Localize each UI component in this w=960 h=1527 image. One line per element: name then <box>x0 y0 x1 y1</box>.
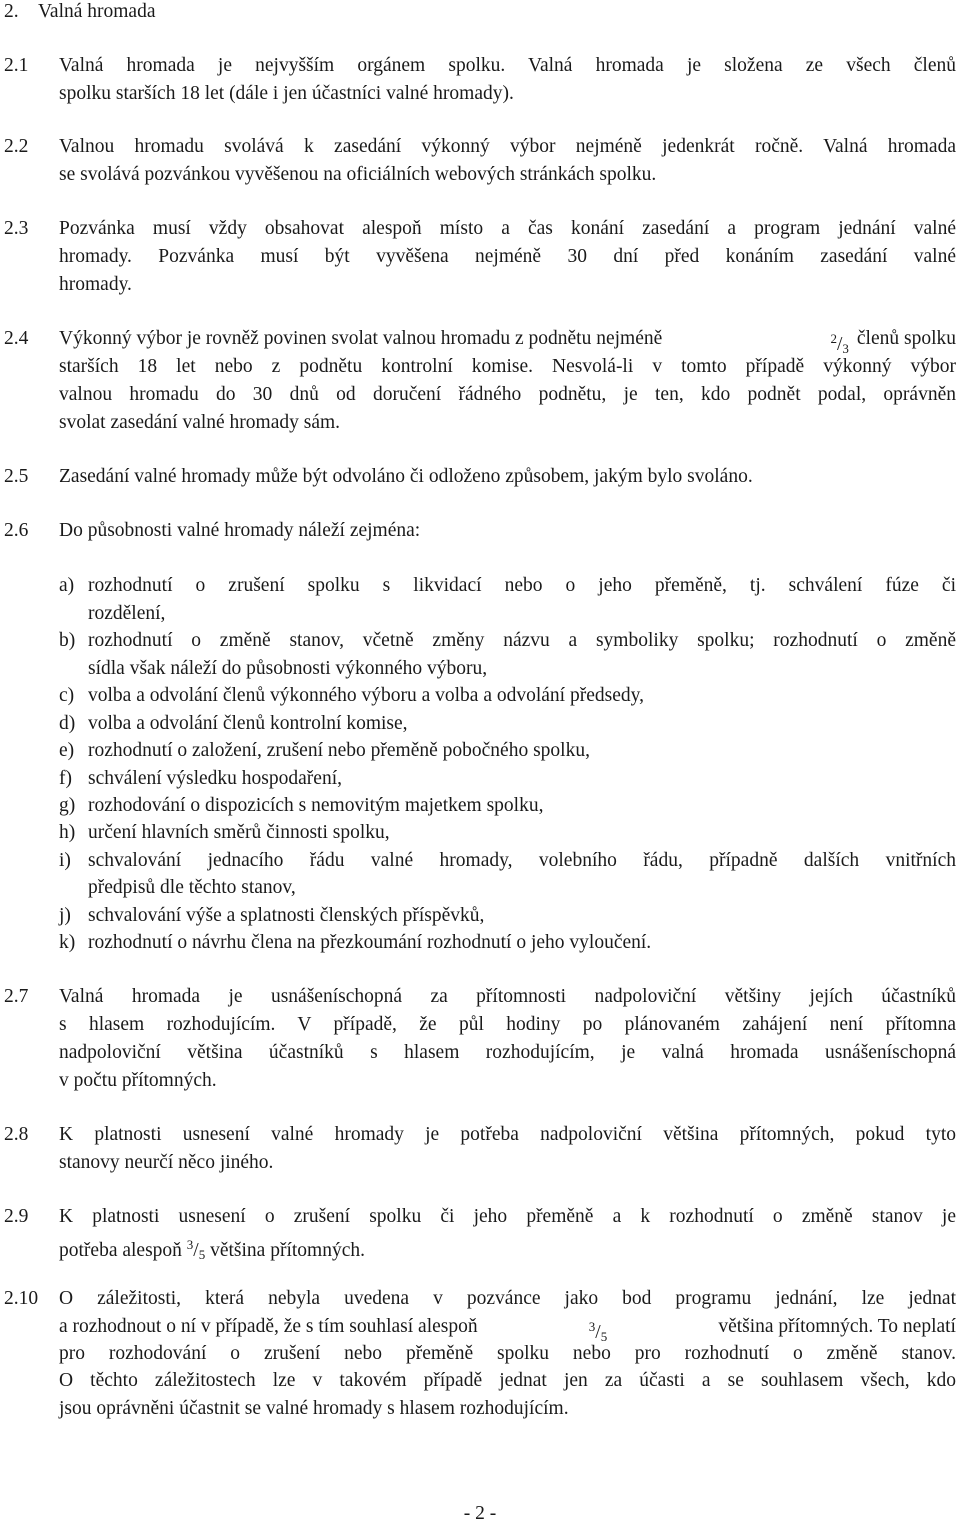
list-item-text: rozhodnutí o změně stanov, včetně změny názvu a symboliky spolku; rozhodnutí o změně <box>88 630 956 651</box>
page-number: - 2 - <box>463 1503 497 1524</box>
list-item-text: schvalování jednacího řádu valné hromady, volebního řádu, případně dalších vnitřních <box>88 850 956 871</box>
section-text-line: hromady. Pozvánka musí být vyvěšena nejméně 30 dní před konáním zasedání valné <box>59 246 956 267</box>
list-item-label: h) <box>59 822 76 843</box>
section-text-line: Valná hromada je usnášeníschopná za přítomnosti nadpoloviční většiny jejích účastníků <box>59 986 956 1007</box>
section-text-line: jsou oprávněni účastnit se valné hromady s hlasem rozhodujícím. <box>59 1398 569 1419</box>
list-item-text: určení hlavních směrů činnosti spolku, <box>88 822 390 843</box>
section-text-line: svolat zasedání valné hromady sám. <box>59 412 341 433</box>
text-part: Výkonný výbor je rovněž povinen svolat valnou hromadu z podnětu nejméně <box>59 328 663 349</box>
section-text-line: hromady. <box>59 274 132 295</box>
list-item-text: rozhodnutí o založení, zrušení nebo přeměně pobočného spolku, <box>88 740 590 761</box>
fraction: $^3$/5 <box>588 1319 608 1344</box>
section-text-line: Zasedání valné hromady může být odvoláno či odloženo způsobem, jakým bylo svoláno. <box>59 466 753 487</box>
list-item-text: rozhodování o dispozicích s nemovitým majetkem spolku, <box>88 795 544 816</box>
section-text-line: Valnou hromadu svolává k zasedání výkonný výbor nejméně jedenkrát ročně. Valná hromada <box>59 136 956 157</box>
fraction: $^3$/5 <box>186 1237 206 1262</box>
fraction-denominator: 3 <box>842 341 849 356</box>
section-number: 2.7 <box>4 986 29 1007</box>
list-item-text: rozhodnutí o návrhu člena na přezkoumání rozhodnutí o jeho vyloučení. <box>88 932 652 953</box>
list-item-label: k) <box>59 932 76 953</box>
section-number: 2.10 <box>4 1288 39 1309</box>
section-text-line: nadpoloviční většina účastníků s hlasem rozhodujícím, je valná hromada usnášeníschopná <box>59 1042 956 1063</box>
list-item-label: d) <box>59 713 76 734</box>
list-item-text: předpisů dle těchto stanov, <box>88 877 296 898</box>
fraction-denominator: 5 <box>600 1329 608 1344</box>
section-text-line: valnou hromadu do 30 dnů od doručení řádného podnětu, je ten, kdo podnět podal, oprávněn <box>59 384 956 405</box>
section-text-line: pro rozhodování o zrušení nebo přeměně spolku nebo pro rozhodnutí o změně stanov. <box>59 1343 956 1364</box>
section-text-line <box>59 1231 365 1262</box>
fraction-numerator: 3 <box>588 1319 596 1334</box>
section-text-line: O záležitosti, která nebyla uvedena v pozvánce jako bod programu jednání, lze jednat <box>59 1288 956 1309</box>
section-number: 2.9 <box>4 1206 29 1227</box>
section-number: 2.1 <box>4 55 29 76</box>
list-item-label: j) <box>59 905 71 926</box>
section-number: 2.6 <box>4 520 29 541</box>
section-text-line: O těchto záležitostech lze v takovém případě jednat jen za účasti a se souhlasem všech, kdo <box>59 1370 956 1391</box>
section-text-line: Valná hromada je nejvyšším orgánem spolku. Valná hromada je složena ze všech členů <box>59 55 956 76</box>
list-item-text: volba a odvolání členů výkonného výboru a volba a odvolání předsedy, <box>88 685 644 706</box>
list-item-label: c) <box>59 685 75 706</box>
section-text-line: v počtu přítomných. <box>59 1070 217 1091</box>
list-item-text: rozdělení, <box>88 603 166 624</box>
section-text-line: K platnosti usnesení o zrušení spolku či jeho přeměně a k rozhodnutí o změně stanov je <box>59 1206 956 1227</box>
text-part: většina přítomných. <box>210 1240 365 1261</box>
list-item-text: sídla však náleží do působnosti výkonného výboru, <box>88 658 488 679</box>
list-item-label: g) <box>59 795 76 816</box>
section-text-line: stanovy neurčí něco jiného. <box>59 1152 274 1173</box>
section-text-line: spolku starších 18 let (dále i jen účastníci valné hromady). <box>59 83 514 104</box>
section-text-line: s hlasem rozhodujícím. V případě, že půl hodiny po plánovaném zahájení není přítomna <box>59 1014 956 1035</box>
text-part: členů spolku <box>856 328 956 349</box>
fraction-denominator: 5 <box>198 1247 206 1262</box>
list-item-label: b) <box>59 630 76 651</box>
section-number: 2.4 <box>4 328 29 349</box>
list-item-label: i) <box>59 850 71 871</box>
list-item-label: f) <box>59 768 72 789</box>
text-part: potřeba alespoň <box>59 1240 182 1261</box>
list-item-text: rozhodnutí o zrušení spolku s likvidací nebo o jeho přeměně, tj. schválení fúze či <box>88 575 956 596</box>
section-text-line <box>59 1313 956 1344</box>
section-number: 2.5 <box>4 466 29 487</box>
list-item-label: e) <box>59 740 75 761</box>
section-number: 2.8 <box>4 1124 29 1145</box>
list-item-text: schválení výsledku hospodaření, <box>88 768 342 789</box>
text-part: většina přítomných. To neplatí <box>718 1316 956 1337</box>
section-text-line: Do působnosti valné hromady náleží zejména: <box>59 520 421 541</box>
section-text-line: starších 18 let nebo z podnětu kontrolní komise. Nesvolá-li v tomto případě výkonný výbor <box>59 356 956 377</box>
fraction: $^2$/3 <box>830 331 849 356</box>
section-text-line: se svolává pozvánkou vyvěšenou na oficiálních webových stránkách spolku. <box>59 164 657 185</box>
text-part: a rozhodnout o ní v případě, že s tím souhlasí alespoň <box>59 1316 478 1337</box>
section-number: 2.2 <box>4 136 29 157</box>
section-text-line <box>59 325 956 356</box>
list-item-text: schvalování výše a splatnosti členských příspěvků, <box>88 905 485 926</box>
section-number: 2.3 <box>4 218 29 239</box>
section-text-line: K platnosti usnesení valné hromady je potřeba nadpoloviční většina přítomných, pokud tyto <box>59 1124 956 1145</box>
section-text-line: Pozvánka musí vždy obsahovat alespoň místo a čas konání zasedání a program jednání valné <box>59 218 956 239</box>
list-item-text: volba a odvolání členů kontrolní komise, <box>88 713 408 734</box>
list-item-label: a) <box>59 575 75 596</box>
chapter-number: 2. <box>4 1 19 22</box>
fraction-numerator: 2 <box>830 331 837 346</box>
fraction-numerator: 3 <box>186 1237 194 1252</box>
chapter-title: Valná hromada <box>38 1 156 22</box>
